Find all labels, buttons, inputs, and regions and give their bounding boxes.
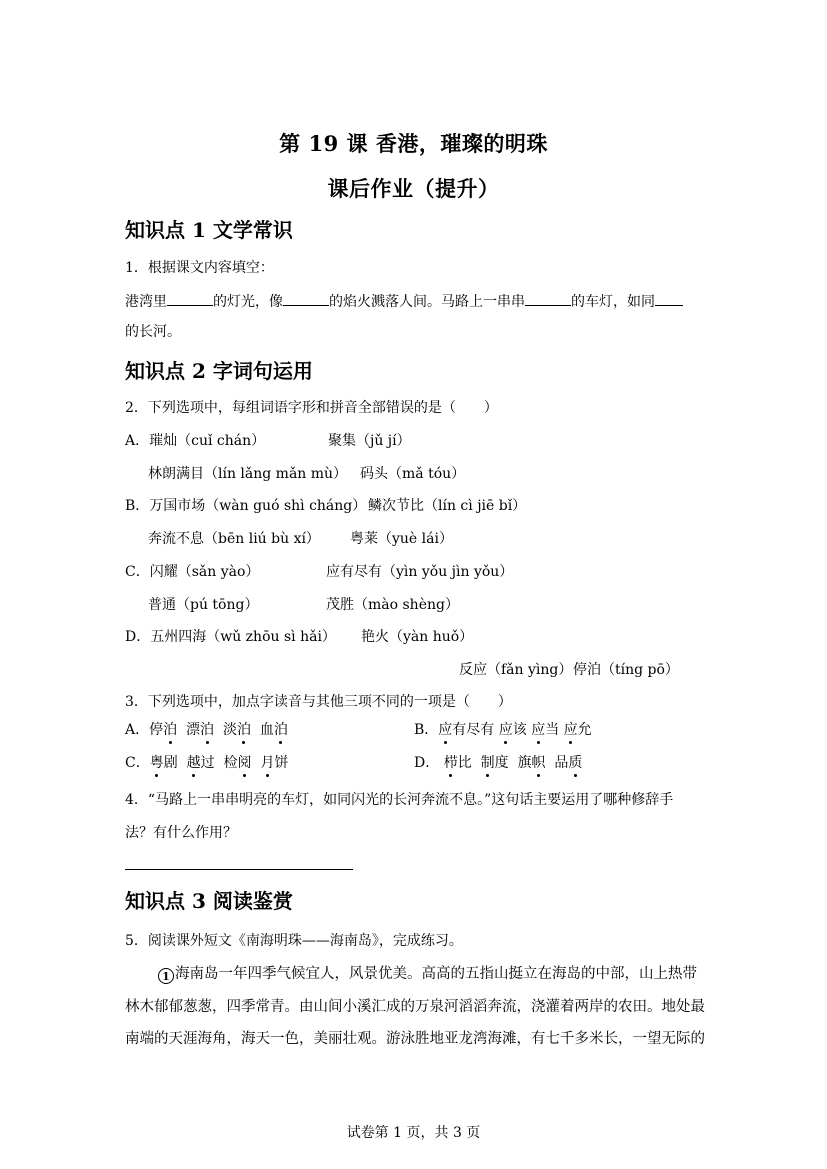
- word-text: 剧: [163, 755, 178, 771]
- option-label: B．: [414, 722, 439, 738]
- q1-text: 的车灯，如同: [571, 294, 655, 310]
- q1-text: 的焰火溅落人间。马路上一串串: [329, 294, 525, 310]
- dotted-char: 泊: [236, 722, 251, 738]
- option-b-item-4: 粤莱（yuè lái）: [350, 531, 453, 547]
- q3-option-c: [125, 754, 288, 772]
- dotted-char: 泊: [273, 722, 288, 738]
- word-text: 旗: [517, 755, 532, 771]
- word-text: 过: [200, 755, 215, 771]
- section-heading-3: 知识点 3 阅读鉴赏: [125, 889, 293, 913]
- option-b-item-2: 鳞次节比（lín cì jiē bǐ）: [368, 498, 527, 514]
- reading-text: 海南岛一年四季气候宜人，风景优美。高高的五指山挺立在海岛的中部，山上热带: [175, 966, 697, 982]
- option-a-item-1: A．璀灿（cuǐ chán）: [125, 433, 266, 449]
- option-d-item-3: 反应（fǎn yìng）: [459, 662, 573, 678]
- word-text: 度: [494, 755, 509, 771]
- question-1-line-end: 的长河。: [125, 324, 181, 340]
- question-4-line-1: 4．“马路上一串串明亮的车灯，如同闪光的长河奔流不息。”这句话主要运用了哪种修辞手: [125, 792, 674, 808]
- answer-line[interactable]: [125, 869, 353, 870]
- paragraph-number: 1: [158, 968, 174, 984]
- word-text: 有尽有: [452, 722, 495, 738]
- question-2-stem: 2．下列选项中，每组词语字形和拼音全部错误的是（ ）: [125, 400, 498, 416]
- option-c-item-3: 普通（pú tōng）: [148, 597, 259, 613]
- dotted-char: 泊: [200, 722, 215, 738]
- option-c-item-4: 茂胜（mào shèng）: [326, 597, 459, 613]
- word-text: 该: [512, 722, 527, 738]
- fill-blank[interactable]: [525, 291, 571, 306]
- dotted-char: 质: [568, 755, 583, 771]
- q3-option-b: [414, 721, 592, 739]
- page-subtitle: 课后作业（提升）: [327, 176, 500, 201]
- word-text: 品: [554, 755, 569, 771]
- fill-blank[interactable]: [283, 291, 329, 306]
- option-b-item-3: 奔流不息（bēn liú bù xí）: [148, 531, 320, 547]
- dotted-char: 月: [260, 755, 275, 771]
- option-label: D．: [414, 755, 440, 771]
- dotted-char: 制: [480, 755, 495, 771]
- page-title: 第 19 课 香港，璀璨的明珠: [279, 131, 548, 156]
- word-text: 允: [577, 722, 592, 738]
- word-text: 淡: [222, 722, 237, 738]
- question-5-stem: 5．阅读课外短文《南海明珠——海南岛》，完成练习。: [125, 933, 463, 949]
- option-d-item-2: 艳火（yàn huǒ）: [361, 629, 474, 645]
- option-label: C．: [125, 755, 150, 771]
- word-text: 比: [457, 755, 472, 771]
- word-text: 停: [149, 722, 164, 738]
- reading-line-1: [158, 965, 738, 984]
- option-a-item-4: 码头（mǎ tóu）: [360, 466, 466, 482]
- q3-option-a: [125, 721, 288, 739]
- question-4-line-2: 法？有什么作用？: [125, 825, 237, 841]
- section-heading-1: 知识点 1 文学常识: [125, 218, 293, 242]
- option-d-item-4: 停泊（tíng pō）: [573, 662, 679, 678]
- dotted-char: 应: [498, 722, 513, 738]
- q3-option-d: [414, 754, 582, 772]
- q1-text: 港湾里: [125, 294, 167, 310]
- q1-text: 的灯光，像: [213, 294, 283, 310]
- word-text: 饼: [274, 755, 289, 771]
- word-text: 漂: [186, 722, 201, 738]
- section-heading-2: 知识点 2 字词句运用: [125, 359, 313, 383]
- word-text: 当: [545, 722, 560, 738]
- question-3-stem: 3．下列选项中，加点字读音与其他三项不同的一项是（ ）: [125, 694, 512, 710]
- page-footer: 试卷第 1 页，共 3 页: [346, 1125, 481, 1141]
- option-a-item-3: 林朗满目（lín lǎng mǎn mù）: [148, 466, 348, 482]
- dotted-char: 阅: [237, 755, 252, 771]
- option-c-item-1: C．闪耀（sǎn yào）: [125, 564, 260, 580]
- dotted-char: 越: [186, 755, 201, 771]
- reading-line-3: 南端的天涯海角，海天一色，美丽壮观。游泳胜地亚龙湾海滩，有七千多米长，一望无际的: [125, 1031, 705, 1047]
- word-text: 检: [223, 755, 238, 771]
- option-a-item-2: 聚集（jǔ jí）: [328, 433, 411, 449]
- fill-blank[interactable]: [655, 291, 683, 306]
- word-text: 血: [259, 722, 274, 738]
- dotted-char: 栉: [443, 755, 458, 771]
- option-d-item-1: D．五州四海（wǔ zhōu sì hǎi）: [125, 629, 336, 645]
- dotted-char: 应: [563, 722, 578, 738]
- dotted-char: 帜: [531, 755, 546, 771]
- question-1-line: [125, 291, 683, 311]
- question-1-stem: 1．根据课文内容填空：: [125, 260, 274, 276]
- dotted-char: 应: [438, 722, 453, 738]
- option-c-item-2: 应有尽有（yìn yǒu jìn yǒu）: [326, 564, 514, 580]
- dotted-char: 粤: [149, 755, 164, 771]
- dotted-char: 泊: [163, 722, 178, 738]
- dotted-char: 应: [531, 722, 546, 738]
- reading-line-2: 林木郁郁葱葱，四季常青。由山间小溪汇成的万泉河滔滔奔流，浇灌着两岸的农田。地处最: [125, 999, 705, 1015]
- option-label: A．: [125, 722, 150, 738]
- fill-blank[interactable]: [167, 291, 213, 306]
- option-b-item-1: B．万国市场（wàn guó shì cháng）: [125, 498, 367, 514]
